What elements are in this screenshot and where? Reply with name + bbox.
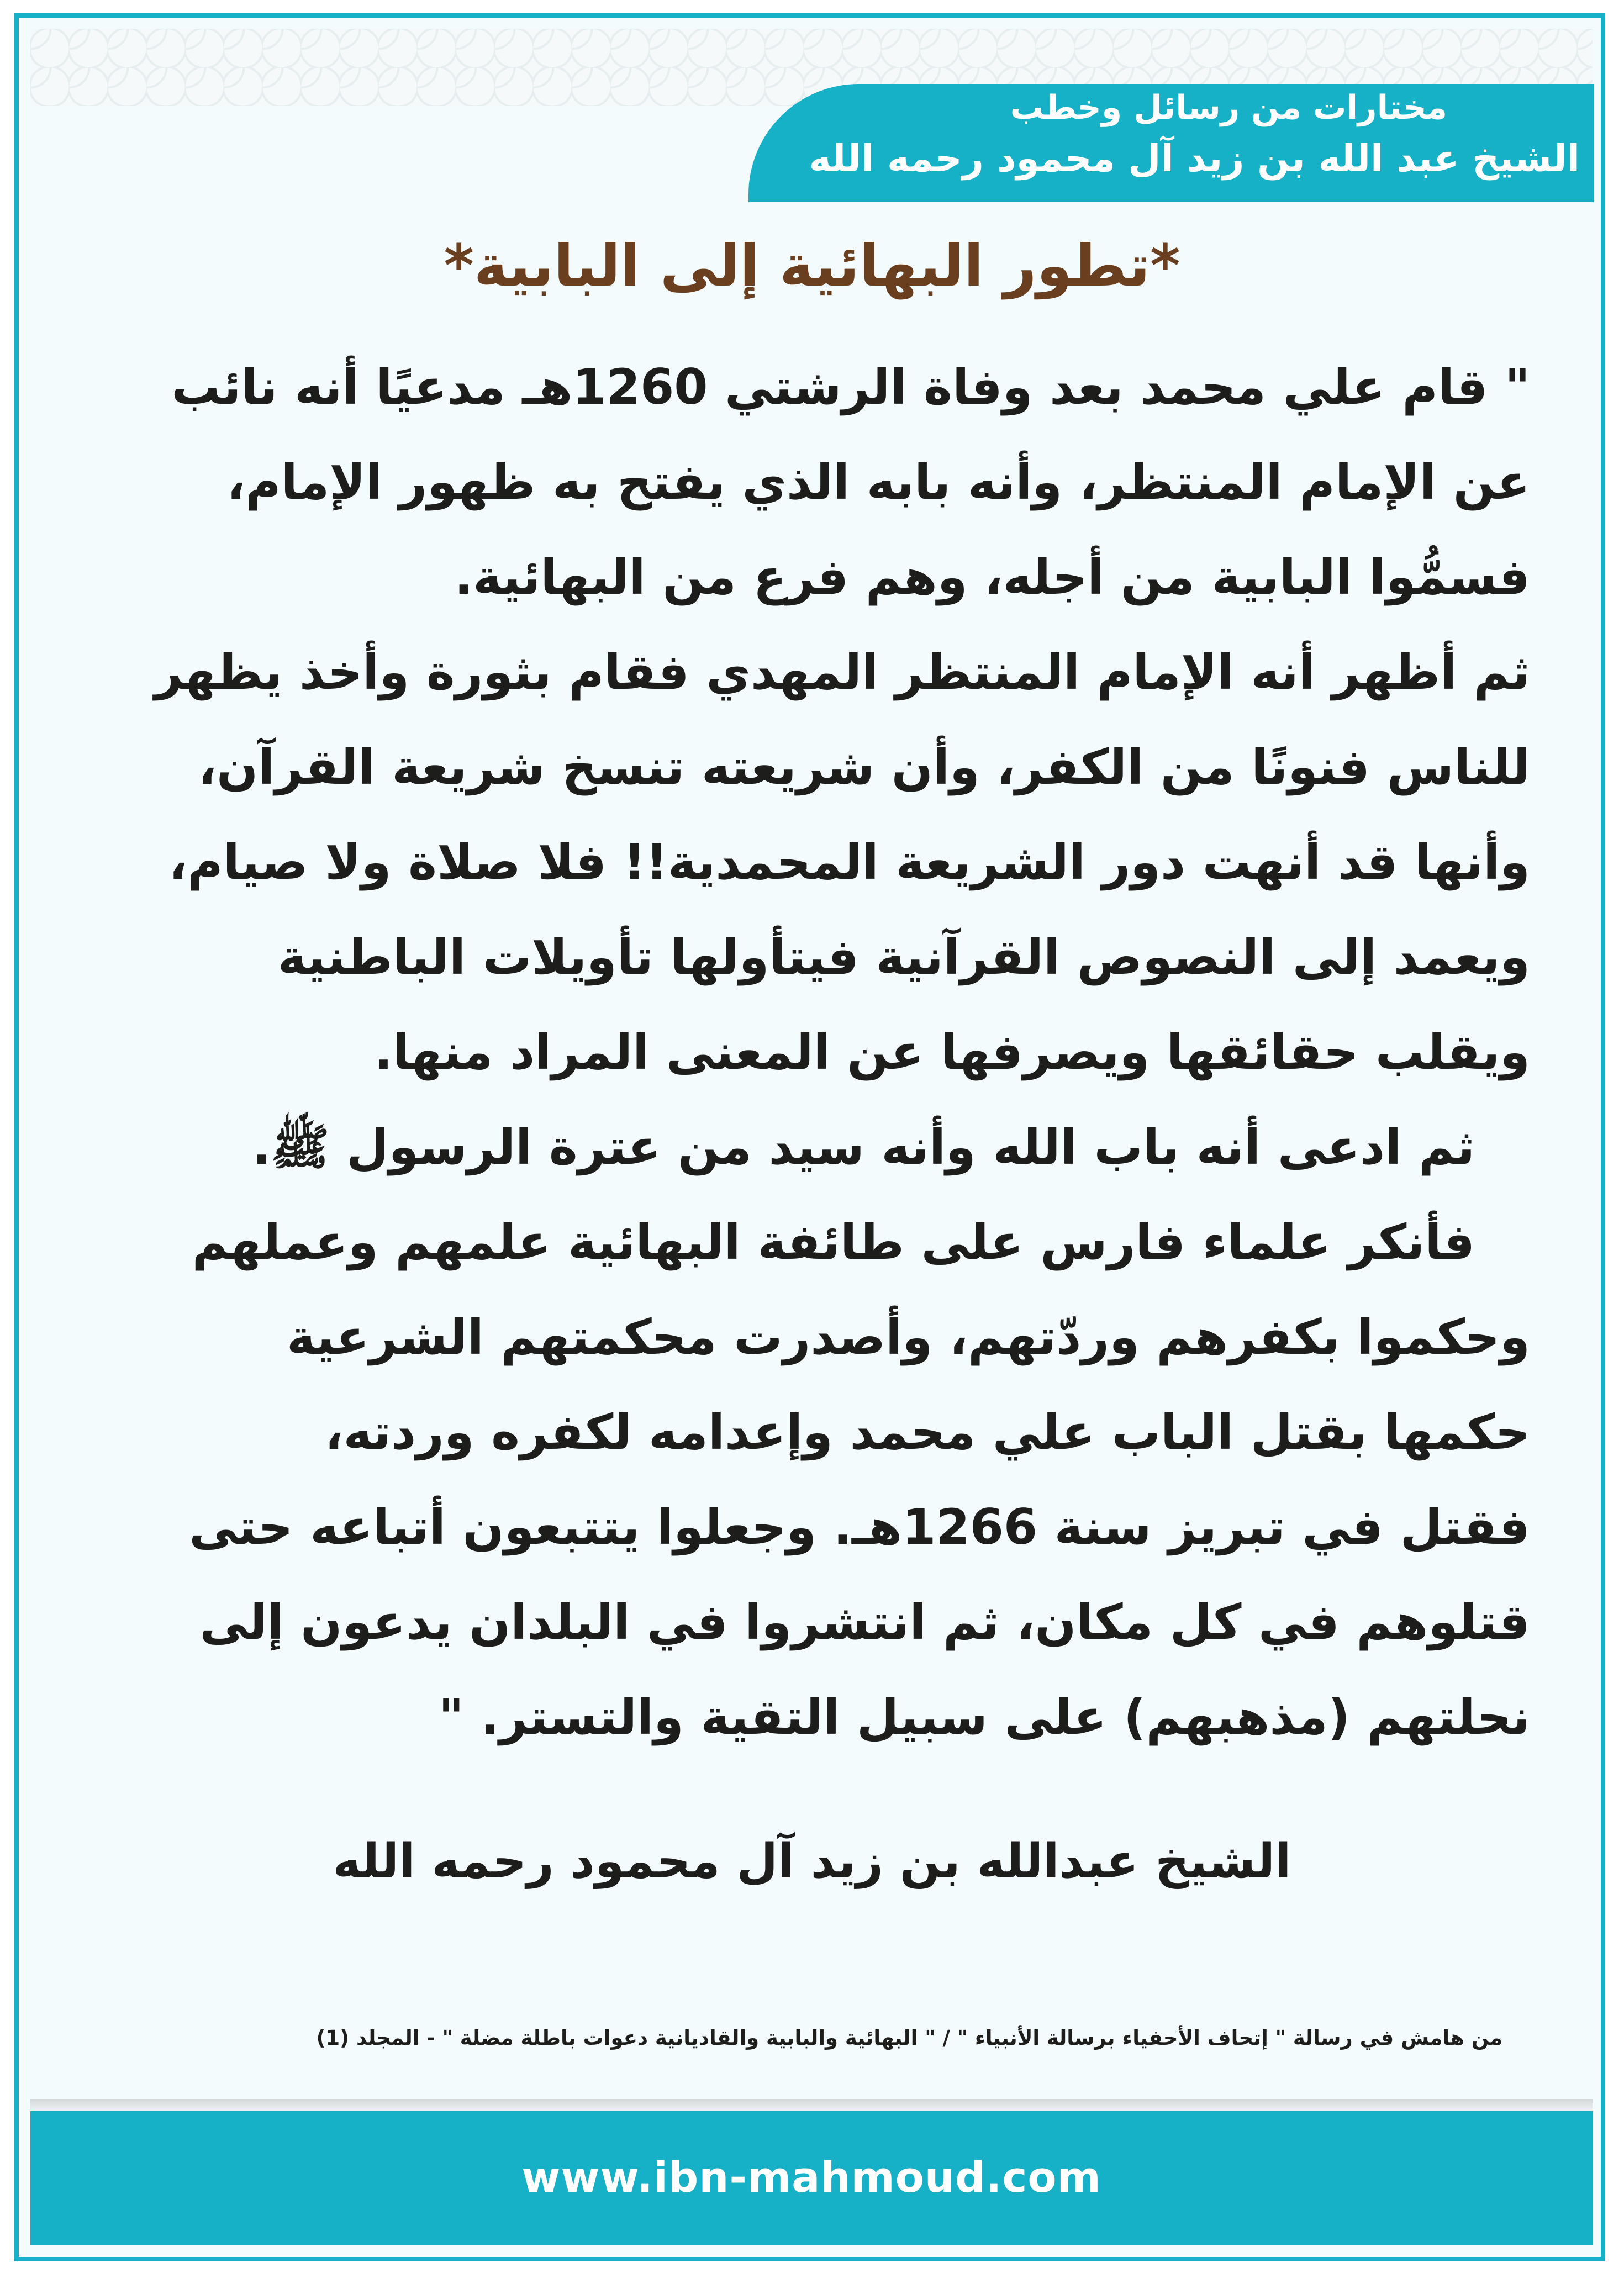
source-footnote: من هامش في رسالة " إتحاف الأحفياء برسالة الأنبياء " / " البهائية والبابية والقاديانية دعوات باطلة مضلة " - المجلد (1) [316,2026,1502,2050]
body-line: ثم ادعى أنه باب الله وأنه سيد من عترة الرسول ﷺ. [252,1119,1475,1175]
body-line: فأنكر علماء فارس على طائفة البهائية علمهم وعملهم [192,1214,1475,1270]
author-header: الشيخ عبد الله بن زيد آل محمود رحمه الله [809,137,1580,181]
article-body [127,340,1530,1765]
body-line: فسمُّوا البابية من أجله، وهم فرع من البهائية. [454,548,1530,605]
body-line: فقتل في تبريز سنة 1266هـ. وجعلوا يتتبعون أتباعه حتى [189,1499,1530,1555]
body-line: ويقلب حقائقها ويصرفها عن المعنى المراد منها. [374,1024,1530,1080]
article-title: *تطور البهائية إلى البابية* [444,232,1180,299]
body-line: ويعمد إلى النصوص القرآنية فيتأولها تأويلات الباطنية [277,929,1530,985]
body-line: وحكموا بكفرهم وردّتهم، وأصدرت محكمتهم الشرعية [286,1309,1530,1365]
footer-band [30,2111,1593,2245]
body-line: ثم أظهر أنه الإمام المنتظر المهدي فقام بثورة وأخذ يظهر [154,643,1530,700]
body-line: " قام علي محمد بعد وفاة الرشتي 1260هـ مدعيًا أنه نائب [171,358,1530,415]
footer-shadow [30,2099,1593,2111]
body-line: قتلوهم في كل مكان، ثم انتشروا في البلدان يدعون إلى [199,1594,1530,1650]
body-line: وأنها قد أنهت دور الشريعة المحمدية!! فلا صلاة ولا صيام، [168,833,1530,890]
body-line: نحلتهم (مذهبهم) على سبيل التقية والتستر. " [438,1689,1530,1745]
body-line: حكمها بقتل الباب علي محمد وإعدامه لكفره وردته، [325,1404,1530,1460]
body-line: عن الإمام المنتظر، وأنه بابه الذي يفتح به ظهور الإمام، [226,453,1530,510]
website-link[interactable]: www.ibn-mahmoud.com [521,2153,1101,2202]
series-title: مختارات من رسائل وخطب [1010,88,1447,127]
signature: الشيخ عبدالله بن زيد آل محمود رحمه الله [333,1834,1291,1889]
body-line: للناس فنونًا من الكفر، وأن شريعته تنسخ شريعة القرآن، [198,738,1530,795]
